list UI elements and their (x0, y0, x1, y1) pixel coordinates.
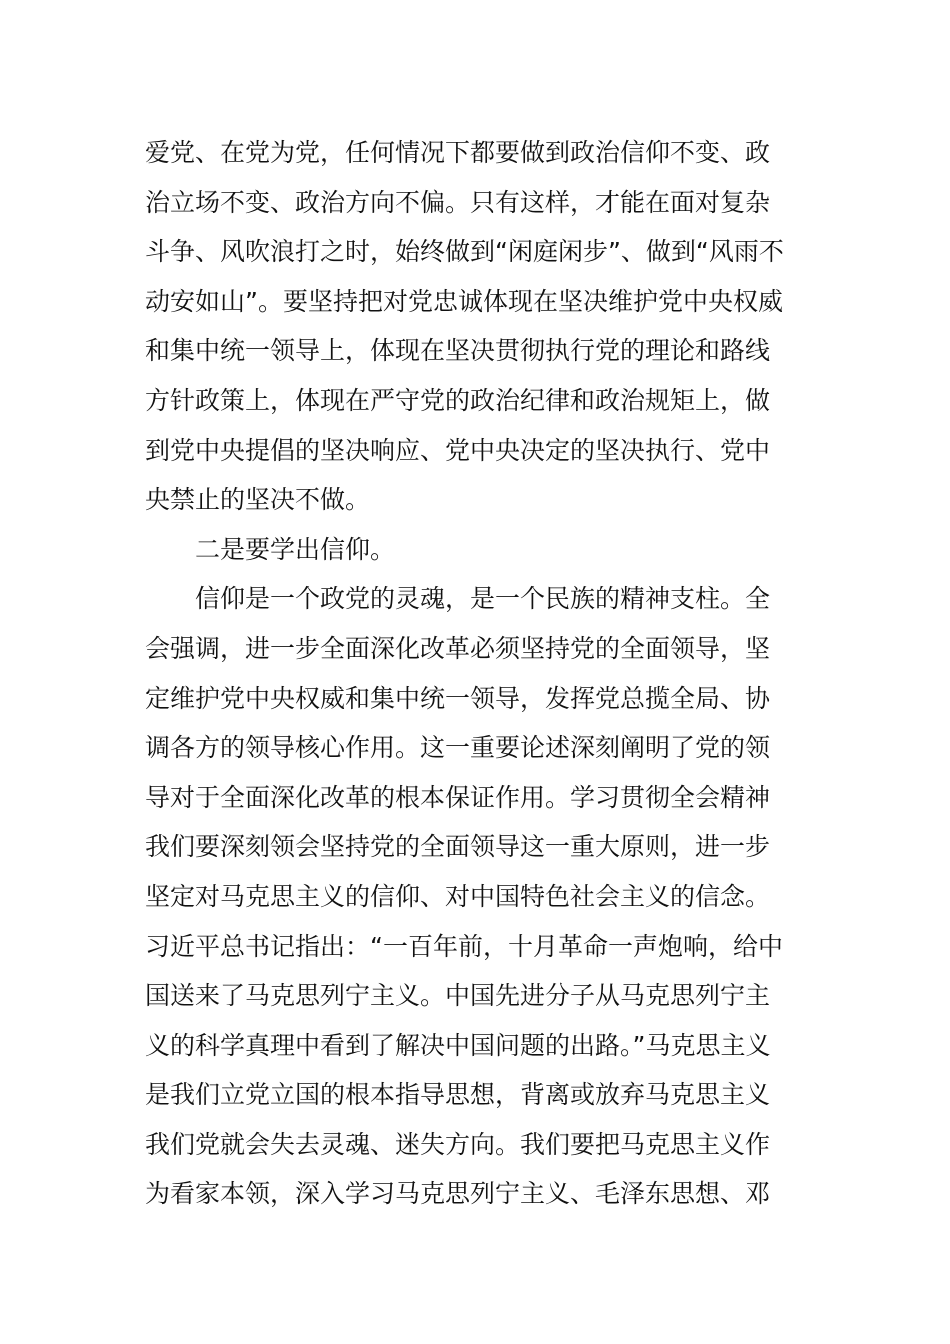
text-line: 导对于全面深化改革的根本保证作用。学习贯彻全会精神 (145, 782, 771, 812)
section-heading: 二是要学出信仰。 (195, 534, 396, 564)
text-line: 会强调，进一步全面深化改革必须坚持党的全面领导，坚 (145, 633, 771, 663)
text-line: 为看家本领，深入学习马克思列宁主义、毛泽东思想、邓 (145, 1179, 771, 1209)
text-line: 到党中央提倡的坚决响应、党中央决定的坚决执行、党中 (145, 435, 771, 465)
text-line: 动安如山”。要坚持把对党忠诚体现在坚决维护党中央权威 (145, 286, 783, 316)
text-line: 是我们立党立国的根本指导思想，背离或放弃马克思主义 (145, 1080, 771, 1110)
text-line: 调各方的领导核心作用。这一重要论述深刻阐明了党的领 (145, 733, 771, 763)
text-line: 定维护党中央权威和集中统一领导，发挥党总揽全局、协 (145, 683, 771, 713)
body-text (145, 128, 810, 1219)
text-line: 我们党就会失去灵魂、迷失方向。我们要把马克思主义作 (145, 1129, 771, 1159)
text-line: 和集中统一领导上，体现在坚决贯彻执行党的理论和路线 (145, 336, 771, 366)
text-line: 习近平总书记指出：“一百年前，十月革命一声炮响，给中 (145, 931, 783, 961)
text-line: 信仰是一个政党的灵魂，是一个民族的精神支柱。全 (195, 584, 771, 614)
text-line: 方针政策上，体现在严守党的政治纪律和政治规矩上，做 (145, 385, 771, 415)
text-line: 治立场不变、政治方向不偏。只有这样，才能在面对复杂 (145, 187, 771, 217)
text-line: 爱党、在党为党，任何情况下都要做到政治信仰不变、政 (145, 138, 771, 167)
text-line: 央禁止的坚决不做。 (145, 485, 371, 515)
text-line: 我们要深刻领会坚持党的全面领导这一重大原则，进一步 (145, 832, 771, 862)
text-line: 国送来了马克思列宁主义。中国先进分子从马克思列宁主 (145, 981, 771, 1011)
text-line: 斗争、风吹浪打之时，始终做到“闲庭闲步”、做到“风雨不 (145, 237, 784, 267)
text-line: 坚定对马克思主义的信仰、对中国特色社会主义的信念。 (145, 881, 771, 911)
text-line: 义的科学真理中看到了解决中国问题的出路。”马克思主义 (145, 1030, 771, 1060)
